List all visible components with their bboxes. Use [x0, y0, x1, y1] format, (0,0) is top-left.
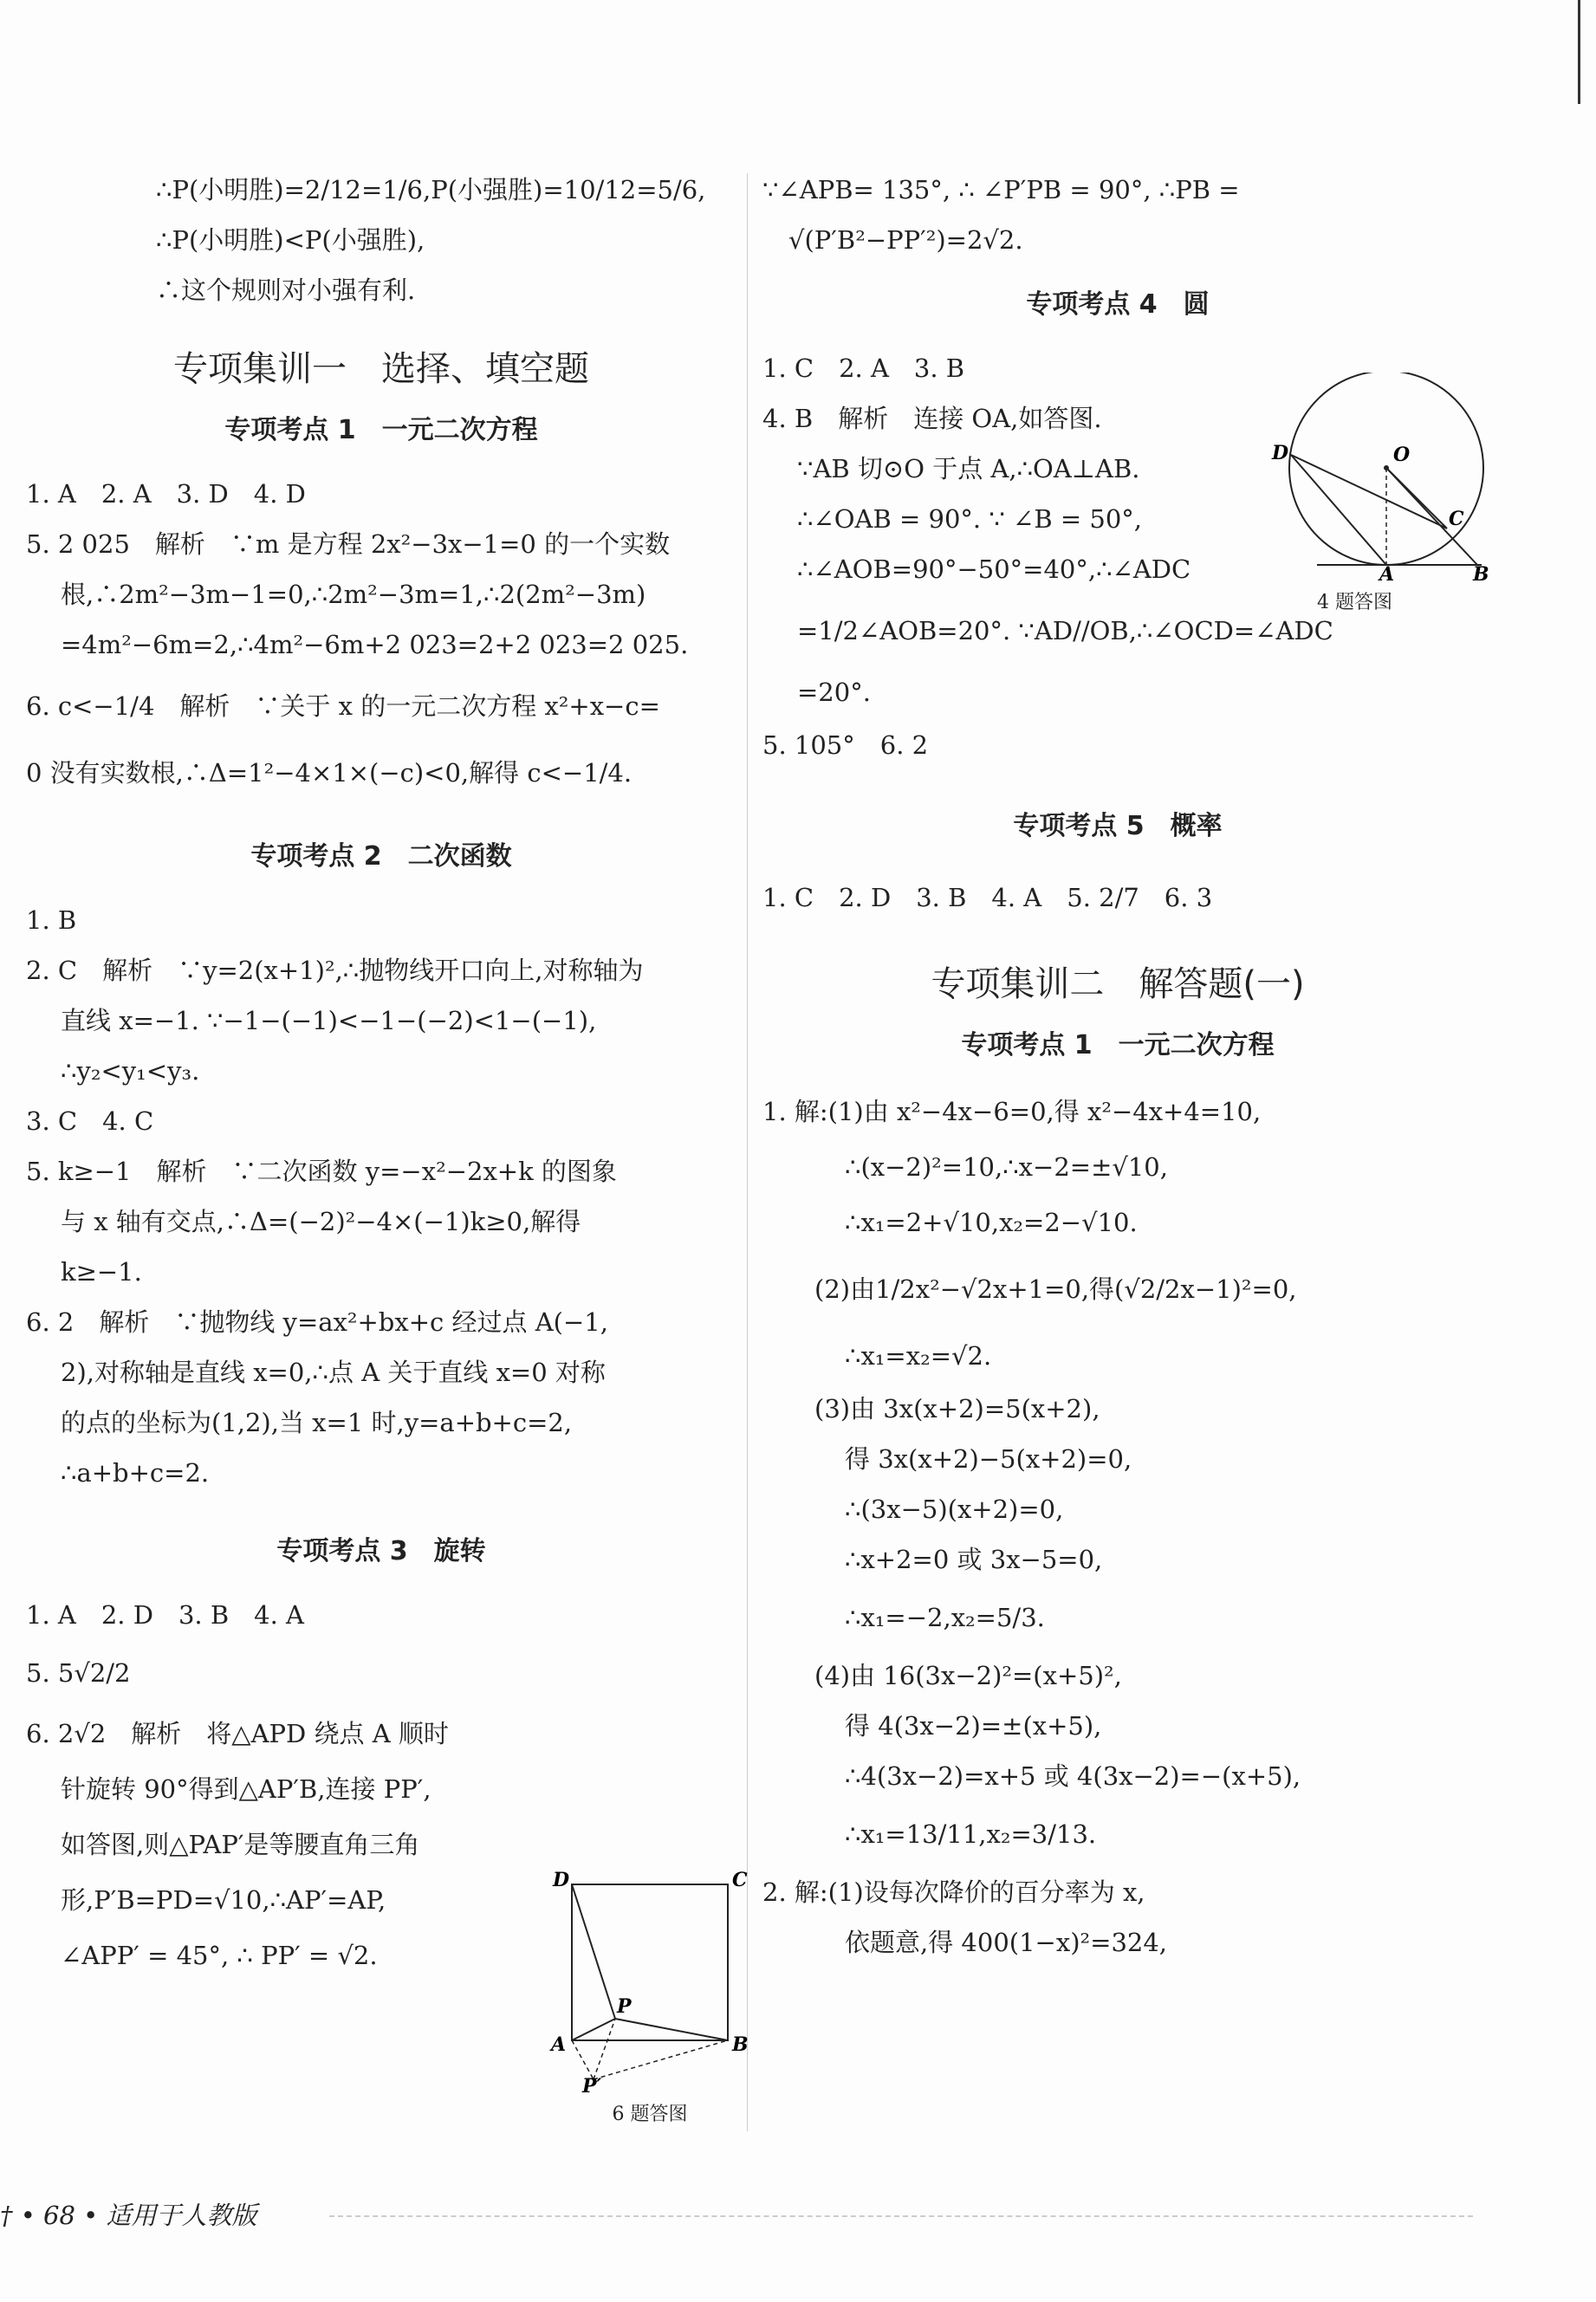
text-line: k≥−1. [61, 1257, 142, 1287]
label-p-prime: P′ [582, 2075, 602, 2092]
figure-caption: 6 题答图 [612, 2104, 688, 2125]
segment-p-prime-b [594, 2040, 728, 2079]
text-line: ∴x₁=13/11,x₂=3/13. [845, 1819, 1097, 1849]
label-c: C [1449, 508, 1464, 530]
text-line: 5. k≥−1 解析 ∵二次函数 y=−x²−2x+k 的图象 [26, 1157, 617, 1186]
text-line: 5. 105° 6. 2 [762, 730, 929, 760]
segment-dc [1291, 455, 1447, 528]
square-rotation-diagram [546, 1858, 754, 2092]
text-line: (4)由 16(3x−2)²=(x+5)², [814, 1661, 1122, 1690]
text-line: 1. 解:(1)由 x²−4x−6=0,得 x²−4x+4=10, [762, 1097, 1262, 1126]
text-line: 依题意,得 400(1−x)²=324, [845, 1928, 1168, 1957]
text-line: 1. A 2. A 3. D 4. D [26, 479, 306, 509]
text-line: 2),对称轴是直线 x=0,∴点 A 关于直线 x=0 对称 [61, 1358, 606, 1387]
text-line: ∴x₁=−2,x₂=5/3. [845, 1603, 1045, 1632]
text-line: 针旋转 90°得到△AP′B,连接 PP′, [61, 1774, 431, 1804]
page-footer [0, 2196, 257, 2232]
footer-text: † • 68 • 适用于人教版 [0, 2201, 257, 2230]
label-a: A [551, 2033, 567, 2056]
text-line: 与 x 轴有交点,∴Δ=(−2)²−4×(−1)k≥0,解得 [61, 1207, 581, 1236]
text-line: 得 4(3x−2)=±(x+5), [845, 1711, 1102, 1741]
text-line: ∴P(小明胜)<P(小强胜), [156, 225, 425, 255]
text-line: 如答图,则△PAP′是等腰直角三角 [61, 1830, 420, 1859]
text-line: 6. 2√2 解析 将△APD 绕点 A 顺时 [26, 1719, 449, 1748]
text-line: ∴a+b+c=2. [61, 1458, 210, 1488]
text-line: ∵∠APB= 135°, ∴ ∠P′PB = 90°, ∴PB = [762, 175, 1240, 204]
segment-da [1291, 455, 1386, 565]
topic-title: 专项考点 2 二次函数 [250, 841, 512, 872]
text-line: 5. 2 025 解析 ∵m 是方程 2x²−3x−1=0 的一个实数 [26, 529, 671, 559]
label-o: O [1393, 444, 1411, 466]
text-line: ∴这个规则对小强有利. [156, 276, 416, 305]
label-d: D [553, 1869, 570, 1891]
label-a: A [1379, 563, 1395, 580]
text-line: ∴x₁=x₂=√2. [845, 1341, 992, 1371]
page-edge-mark [1578, 0, 1580, 104]
text-line: 根,∴2m²−3m−1=0,∴2m²−3m=1,∴2(2m²−3m) [61, 580, 646, 609]
label-b: B [732, 2033, 749, 2056]
text-line: ∴y₂<y₁<y₃. [61, 1056, 200, 1086]
segment-pd [572, 1884, 615, 2019]
text-line: 1. C 2. D 3. B 4. A 5. 2/7 6. 3 [762, 883, 1213, 912]
text-line: 1. B [26, 905, 77, 935]
segment-pb [615, 2019, 728, 2040]
text-line: 1. C 2. A 3. B [762, 353, 965, 383]
text-line: ∴(3x−5)(x+2)=0, [845, 1495, 1064, 1524]
text-line: 4. B 解析 连接 OA,如答图. [762, 404, 1102, 433]
text-line: 6. c<−1/4 解析 ∵关于 x 的一元二次方程 x²+x−c= [26, 691, 660, 721]
text-line: (3)由 3x(x+2)=5(x+2), [814, 1394, 1100, 1423]
text-line: ∴x+2=0 或 3x−5=0, [845, 1545, 1103, 1574]
segment-ap [572, 2019, 615, 2040]
topic-title: 专项考点 1 一元二次方程 [224, 415, 538, 445]
figure-6 [546, 1858, 754, 2126]
text-line: 的点的坐标为(1,2),当 x=1 时,y=a+b+c=2, [61, 1408, 573, 1437]
text-line: 得 3x(x+2)−5(x+2)=0, [845, 1444, 1132, 1474]
text-line: ∴P(小明胜)=2/12=1/6,P(小强胜)=10/12=5/6, [156, 175, 706, 204]
text-line: =4m²−6m=2,∴4m²−6m+2 023=2+2 023=2 025. [61, 630, 689, 659]
column-divider [747, 173, 748, 2131]
topic-title: 专项考点 3 旋转 [276, 1536, 486, 1566]
text-line: ∴4(3x−2)=x+5 或 4(3x−2)=−(x+5), [845, 1761, 1301, 1791]
text-line: ∵AB 切⊙O 于点 A,∴OA⊥AB. [797, 454, 1140, 483]
section-title: 专项集训一 选择、填空题 [173, 349, 589, 389]
label-b: B [1473, 563, 1489, 580]
topic-title: 专项考点 4 圆 [1026, 289, 1210, 320]
text-line: ∴x₁=2+√10,x₂=2−√10. [845, 1208, 1138, 1237]
text-line: 形,P′B=PD=√10,∴AP′=AP, [61, 1885, 386, 1915]
text-line: √(P′B²−PP′²)=2√2. [788, 225, 1023, 255]
text-line: 直线 x=−1. ∵−1−(−1)<−1−(−2)<1−(−1), [61, 1006, 597, 1035]
text-line: 3. C 4. C [26, 1106, 154, 1136]
label-d: D [1272, 442, 1289, 464]
text-line: =1/2∠AOB=20°. ∵AD//OB,∴∠OCD=∠ADC [797, 616, 1333, 645]
circle-tangent-diagram [1265, 373, 1490, 580]
segment-ap-prime [572, 2040, 594, 2079]
center-dot [1384, 465, 1389, 470]
text-line: ∴∠AOB=90°−50°=40°,∴∠ADC [797, 554, 1191, 584]
label-c: C [732, 1869, 748, 1891]
left-column [26, 165, 736, 1983]
text-line: 2. 解:(1)设每次降价的百分率为 x, [762, 1877, 1145, 1907]
figure-caption: 4 题答图 [1317, 592, 1392, 613]
label-p: P [617, 1995, 632, 2018]
text-line: 5. 5√2/2 [26, 1658, 131, 1688]
text-line: 0 没有实数根,∴Δ=1²−4×1×(−c)<0,解得 c<−1/4. [26, 758, 633, 788]
text-line: 2. C 解析 ∵y=2(x+1)²,∴抛物线开口向上,对称轴为 [26, 956, 644, 985]
topic-title: 专项考点 1 一元二次方程 [961, 1030, 1275, 1060]
footer-dashed-rule [329, 2215, 1473, 2217]
text-line: ∴∠OAB = 90°. ∵ ∠B = 50°, [797, 504, 1142, 534]
square-abcd [572, 1884, 728, 2040]
topic-title: 专项考点 5 概率 [1013, 811, 1223, 841]
figure-4 [1265, 373, 1490, 614]
text-line: ∴(x−2)²=10,∴x−2=±√10, [845, 1152, 1168, 1182]
text-line: ∠APP′ = 45°, ∴ PP′ = √2. [61, 1941, 378, 1970]
text-line: =20°. [797, 678, 871, 707]
text-line: (2)由1/2x²−√2x+1=0,得(√2/2x−1)²=0, [814, 1274, 1297, 1304]
text-line: 6. 2 解析 ∵抛物线 y=ax²+bx+c 经过点 A(−1, [26, 1307, 608, 1337]
text-line: 1. A 2. D 3. B 4. A [26, 1600, 304, 1630]
section-title: 专项集训二 解答题(一) [931, 964, 1305, 1004]
